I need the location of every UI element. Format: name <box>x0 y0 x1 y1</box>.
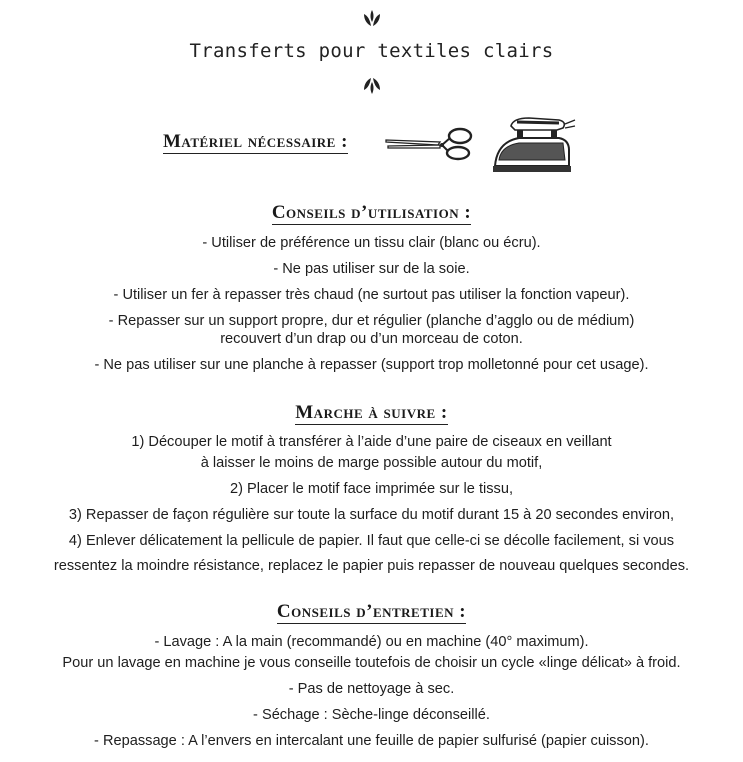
list-item: 2) Placer le motif face imprimée sur le tissu, <box>229 481 514 497</box>
list-item: - Ne pas utiliser sur de la soie. <box>273 261 470 277</box>
top-ornament-icon <box>0 8 743 30</box>
list-item: - Ne pas utiliser sur une planche à repasser (support trop molletonné pour cet usage). <box>94 357 649 373</box>
list-item: 1) Découper le motif à transférer à l’aide d’une paire de ciseaux en veillant <box>131 434 612 450</box>
list-item: 4) Enlever délicatement la pellicule de papier. Il faut que celle-ci se décolle facilement, si vous <box>68 533 675 549</box>
list-item: - Repassage : A l’envers en intercalant une feuille de papier sulfurisé (papier cuisson). <box>94 733 649 749</box>
materiel-label: Matériel nécessaire : <box>163 131 348 152</box>
list-item: à laisser le moins de marge possible autour du motif, <box>200 455 543 471</box>
list-item: - Utiliser un fer à repasser très chaud (ne surtout pas utiliser la fonction vapeur). <box>113 287 630 303</box>
list-item: - Séchage : Sèche-linge déconseillé. <box>253 707 490 723</box>
bottom-ornament-icon <box>0 74 743 96</box>
list-item: 3) Repasser de façon régulière sur toute la surface du motif durant 15 à 20 secondes environ, <box>68 507 675 523</box>
list-item: - Lavage : A la main (recommandé) ou en machine (40° maximum). <box>154 634 589 650</box>
marche-heading <box>0 402 743 424</box>
entretien-heading <box>0 601 743 623</box>
entretien-heading-text: Conseils d’entretien : <box>276 601 467 622</box>
page-title: Transferts pour textiles clairs <box>189 40 554 62</box>
utilisation-heading <box>0 202 743 224</box>
utilisation-heading-text: Conseils d’utilisation : <box>271 202 472 223</box>
list-item: - Utiliser de préférence un tissu clair (blanc ou écru). <box>202 235 541 251</box>
list-item: recouvert d’un drap ou d’un morceau de coton. <box>220 331 523 347</box>
list-item: - Repasser sur un support propre, dur et régulier (planche d’agglo ou de médium) <box>108 313 635 329</box>
marche-heading-text: Marche à suivre : <box>295 402 448 423</box>
list-item: - Pas de nettoyage à sec. <box>288 681 455 697</box>
scissors-icon <box>384 126 476 162</box>
materiel-heading <box>163 131 348 153</box>
list-item: Pour un lavage en machine je vous conseille toutefois de choisir un cycle «linge délicat» à froid. <box>62 655 681 671</box>
iron-icon <box>489 116 577 176</box>
list-item: ressentez la moindre résistance, replacez le papier puis repasser de nouveau quelques secondes. <box>53 558 690 574</box>
